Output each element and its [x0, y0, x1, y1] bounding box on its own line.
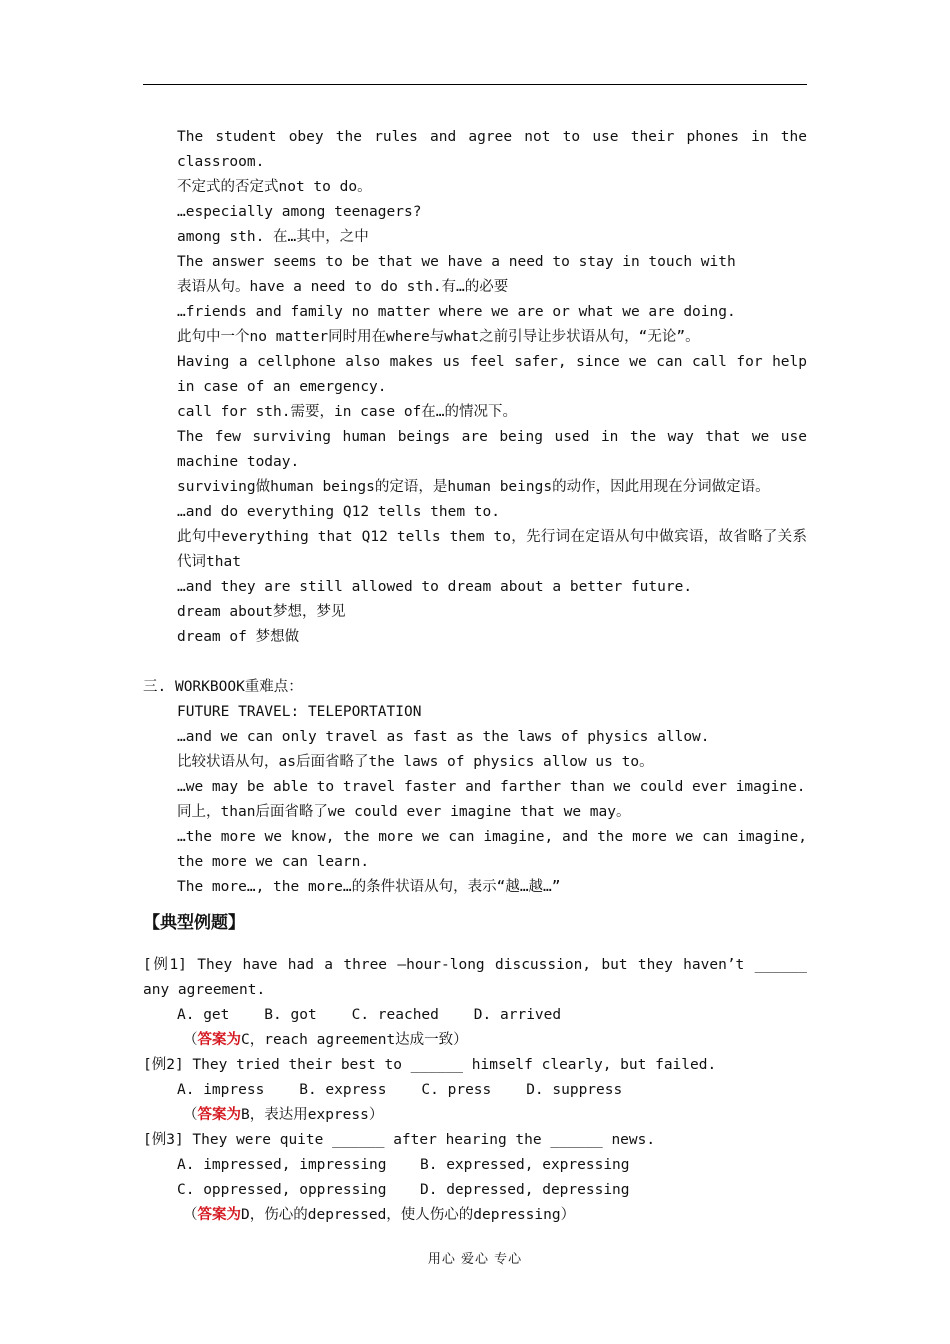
answer-text: B，表达用express） [241, 1107, 384, 1123]
note-line: 不定式的否定式not to do。 [177, 179, 372, 195]
answer-line [143, 1103, 807, 1128]
note-line: Having a cellphone also makes us feel safer, since we can call for help in case of an emergency. [177, 354, 816, 395]
note-line: 此句中everything that Q12 tells them to，先行词在定语从句中做宾语，故省略了关系代词that [177, 529, 807, 570]
workbook-line: The more…, the more…的条件状语从句，表示“越…越…” [177, 879, 561, 895]
answer-line [143, 1028, 807, 1053]
workbook-line: 比较状语从句，as后面省略了the laws of physics allow us to。 [177, 754, 654, 770]
note-line: among sth. 在…其中，之中 [177, 229, 369, 245]
page-content [143, 125, 816, 1228]
answer-open: （ [183, 1107, 198, 1123]
note-line: The answer seems to be that we have a need to stay in touch with [177, 254, 736, 270]
note-line: …and they are still allowed to dream about a better future. [177, 579, 693, 595]
options-row [143, 1153, 807, 1178]
question-text: [例2] They tried their best to ______ himself clearly, but failed. [143, 1057, 717, 1073]
workbook-line: FUTURE TRAVEL: TELEPORTATION [177, 704, 422, 720]
page-footer: 用心 爱心 专心 [427, 1252, 523, 1267]
answer-text: D，伤心的depressed，使人伤心的depressing） [241, 1207, 576, 1223]
example-3 [143, 1128, 807, 1228]
workbook-section [143, 675, 816, 900]
options-row [143, 1178, 807, 1203]
answer-label: 答案为 [197, 1032, 241, 1048]
answer-label: 答案为 [197, 1207, 241, 1223]
options-row: A. get B. got C. reached D. arrived [177, 1007, 562, 1023]
examples-heading: 【典型例题】 [143, 913, 245, 933]
option: B. expressed, expressing [420, 1157, 630, 1173]
option: D. depressed, depressing [420, 1182, 630, 1198]
answer-text: C，reach agreement达成一致） [241, 1032, 468, 1048]
question-text: [例1] They have had a three –hour-long discussion, but they haven’t ______ any agreement. [143, 957, 816, 998]
note-line: …especially among teenagers? [177, 204, 422, 220]
answer-open: （ [183, 1032, 198, 1048]
section-title: 三. WORKBOOK重难点： [143, 679, 303, 695]
workbook-line: …we may be able to travel faster and farther than we could ever imagine. [177, 779, 806, 795]
examples-section [143, 911, 816, 1228]
note-line: 此句中一个no matter同时用在where与what之前引导让步状语从句，“无论”。 [177, 329, 700, 345]
workbook-line: …and we can only travel as fast as the laws of physics allow. [177, 729, 710, 745]
answer-label: 答案为 [197, 1107, 241, 1123]
header-rule [143, 84, 807, 85]
answer-open: （ [183, 1207, 198, 1223]
note-line: dream of 梦想做 [177, 629, 300, 645]
workbook-line: …the more we know, the more we can imagine, and the more we can imagine, the more we can learn. [177, 829, 816, 870]
answer-line [143, 1203, 807, 1228]
workbook-line: 同上，than后面省略了we could ever imagine that we may。 [177, 804, 631, 820]
options-row: A. impress B. express C. press D. suppress [177, 1082, 623, 1098]
note-line: dream about梦想，梦见 [177, 604, 346, 620]
note-line: call for sth.需要，in case of在…的情况下。 [177, 404, 518, 420]
option: A. impressed, impressing [177, 1157, 387, 1173]
example-2 [143, 1053, 807, 1128]
question-text: [例3] They were quite ______ after hearing the ______ news. [143, 1132, 656, 1148]
option: C. oppressed, oppressing [177, 1182, 387, 1198]
note-line: surviving做human beings的定语，是human beings的动作，因此用现在分词做定语。 [177, 479, 770, 495]
example-1 [143, 953, 816, 1053]
note-line: …and do everything Q12 tells them to. [177, 504, 501, 520]
note-line: …friends and family no matter where we are or what we are doing. [177, 304, 736, 320]
notes-section [143, 125, 816, 650]
note-line: The student obey the rules and agree not to use their phones in the classroom. [177, 129, 816, 170]
note-line: The few surviving human beings are being used in the way that we use machine today. [177, 429, 816, 470]
spacer [143, 650, 807, 675]
note-line: 表语从句。have a need to do sth.有…的必要 [177, 279, 509, 295]
